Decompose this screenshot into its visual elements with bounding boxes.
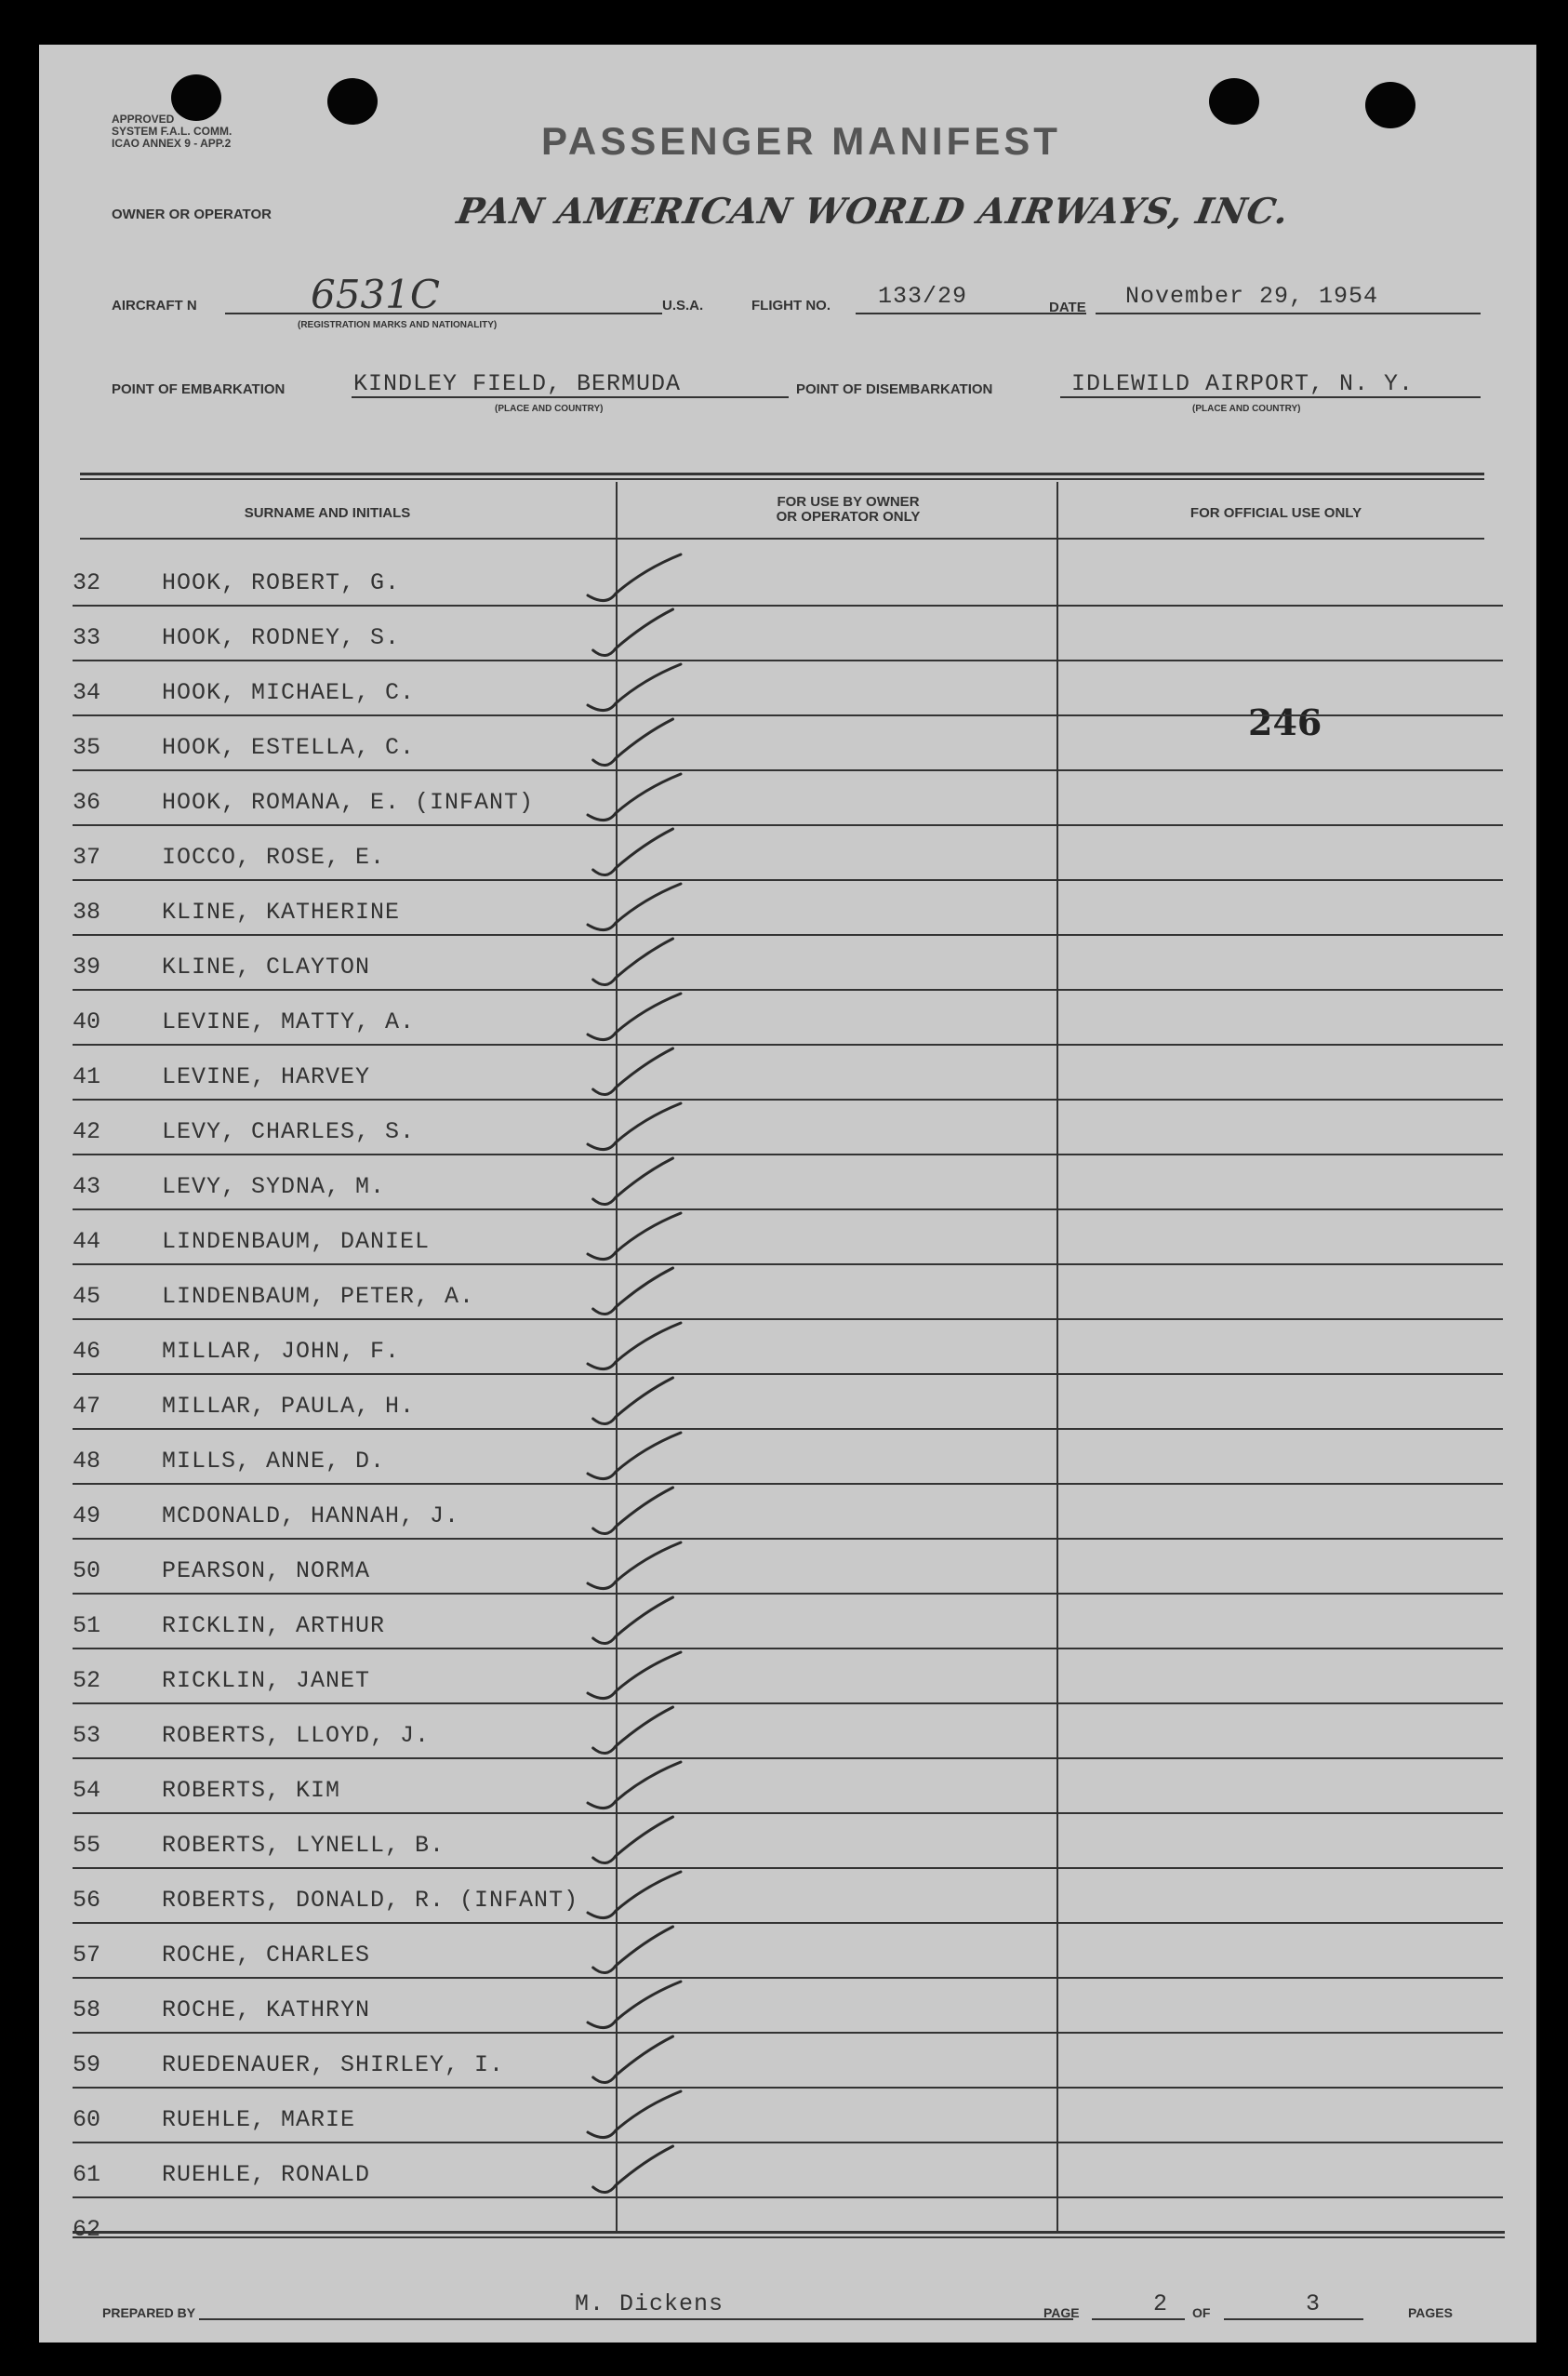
- row-rule: [73, 1757, 1503, 1759]
- table-row: [39, 2205, 1536, 2260]
- prepared-by-label: PREPARED BY: [102, 2305, 196, 2320]
- passenger-name: IOCCO, ROSE, E.: [162, 844, 386, 871]
- disembarkation-value: IDLEWILD AIRPORT, N. Y.: [1071, 370, 1415, 397]
- passenger-name: ROBERTS, LLOYD, J.: [162, 1722, 431, 1749]
- passenger-name: MILLAR, JOHN, F.: [162, 1338, 401, 1365]
- row-number: 55: [73, 1832, 101, 1859]
- passenger-name: ROCHE, CHARLES: [162, 1942, 371, 1969]
- row-rule: [73, 1922, 1503, 1924]
- table-row: [39, 1491, 1536, 1546]
- row-number: 33: [73, 624, 101, 651]
- row-number: 36: [73, 789, 101, 816]
- row-rule: [73, 1208, 1503, 1210]
- row-number: 34: [73, 679, 101, 706]
- table-row: [39, 1327, 1536, 1382]
- date-underline: [1096, 313, 1481, 314]
- row-number: 61: [73, 2161, 101, 2188]
- row-number: 57: [73, 1942, 101, 1969]
- table-row: [39, 942, 1536, 997]
- row-number: 32: [73, 569, 101, 596]
- approval-line: SYSTEM F.A.L. COMM.: [112, 125, 233, 138]
- passenger-name: RICKLIN, ARTHUR: [162, 1612, 386, 1639]
- table-row: [39, 1821, 1536, 1875]
- row-number: 41: [73, 1063, 101, 1090]
- table-row: [39, 1272, 1536, 1327]
- disembarkation-label: POINT OF DISEMBARKATION: [796, 381, 993, 397]
- passenger-name: LINDENBAUM, DANIEL: [162, 1228, 431, 1255]
- row-rule: [73, 989, 1503, 991]
- aircraft-sublabel: (REGISTRATION MARKS AND NATIONALITY): [298, 320, 498, 330]
- prepared-by-underline: [199, 2318, 1073, 2320]
- page-underline: [1092, 2318, 1185, 2320]
- row-rule: [73, 1538, 1503, 1540]
- row-rule: [73, 1154, 1503, 1155]
- usa-label: U.S.A.: [662, 298, 704, 314]
- table-row: [39, 2040, 1536, 2095]
- airline-name: PAN AMERICAN WORLD AIRWAYS, INC.: [454, 190, 1293, 232]
- row-rule: [73, 769, 1503, 771]
- column-header-owner-use: [671, 495, 1025, 525]
- table-row: [39, 1546, 1536, 1601]
- of-underline: [1224, 2318, 1363, 2320]
- row-number: 37: [73, 844, 101, 871]
- row-number: 58: [73, 1996, 101, 2023]
- table-row: [39, 1601, 1536, 1656]
- table-row: [39, 1436, 1536, 1491]
- date-label: DATE: [1049, 300, 1086, 315]
- row-rule: [73, 1428, 1503, 1430]
- passenger-name: MILLS, ANNE, D.: [162, 1448, 386, 1475]
- row-rule: [73, 1483, 1503, 1485]
- row-rule: [73, 1702, 1503, 1704]
- row-number: 39: [73, 954, 101, 981]
- table-row: [39, 997, 1536, 1052]
- row-number: 43: [73, 1173, 101, 1200]
- column-header-official: FOR OFFICIAL USE ONLY: [1189, 505, 1362, 521]
- page-title: PASSENGER MANIFEST: [541, 119, 1061, 163]
- row-number: 59: [73, 2051, 101, 2078]
- punch-hole: [1365, 82, 1415, 128]
- row-rule: [73, 1263, 1503, 1265]
- table-header-rule: [80, 538, 1484, 540]
- row-number: 53: [73, 1722, 101, 1749]
- row-number: 62: [73, 2216, 101, 2243]
- row-number: 56: [73, 1887, 101, 1914]
- passenger-name: LINDENBAUM, PETER, A.: [162, 1283, 475, 1310]
- check-mark-icon: [578, 2133, 709, 2208]
- table-row: [39, 1711, 1536, 1766]
- row-rule: [73, 1044, 1503, 1046]
- passenger-name: HOOK, RODNEY, S.: [162, 624, 401, 651]
- row-number: 52: [73, 1667, 101, 1694]
- row-rule: [73, 660, 1503, 661]
- flight-number-label: FLIGHT NO.: [751, 298, 831, 314]
- passenger-name: HOOK, MICHAEL, C.: [162, 679, 416, 706]
- row-rule: [73, 1867, 1503, 1869]
- approval-line: ICAO ANNEX 9 - APP.2: [112, 137, 232, 150]
- row-rule: [73, 714, 1503, 716]
- total-pages: 3: [1306, 2290, 1322, 2317]
- row-rule: [73, 2087, 1503, 2089]
- table-row: [39, 2150, 1536, 2205]
- pages-label: PAGES: [1408, 2305, 1453, 2320]
- row-rule: [73, 1977, 1503, 1979]
- row-rule: [73, 1648, 1503, 1649]
- passenger-name: LEVY, CHARLES, S.: [162, 1118, 416, 1145]
- passenger-name: KLINE, KATHERINE: [162, 899, 401, 926]
- embarkation-value: KINDLEY FIELD, BERMUDA: [353, 370, 682, 397]
- row-rule: [73, 1318, 1503, 1320]
- passenger-name: RUEHLE, RONALD: [162, 2161, 371, 2188]
- row-number: 51: [73, 1612, 101, 1639]
- row-rule: [73, 1593, 1503, 1595]
- aircraft-value: 6531C: [311, 272, 441, 317]
- table-row: [39, 1875, 1536, 1930]
- punch-hole: [1209, 78, 1259, 125]
- page-label: PAGE: [1043, 2305, 1080, 2320]
- passenger-name: PEARSON, NORMA: [162, 1557, 371, 1584]
- column-header-surname: SURNAME AND INITIALS: [244, 505, 411, 521]
- table-row: [39, 558, 1536, 613]
- disembarkation-sublabel: (PLACE AND COUNTRY): [1192, 404, 1301, 414]
- passenger-name: MILLAR, PAULA, H.: [162, 1393, 416, 1420]
- approval-line: APPROVED: [112, 113, 175, 126]
- manifest-sheet: [39, 45, 1536, 2343]
- table-row: [39, 833, 1536, 888]
- passenger-name: ROBERTS, LYNELL, B.: [162, 1832, 445, 1859]
- passenger-name: KLINE, CLAYTON: [162, 954, 371, 981]
- row-rule: [73, 879, 1503, 881]
- passenger-name: RUEDENAUER, SHIRLEY, I.: [162, 2051, 505, 2078]
- row-number: 42: [73, 1118, 101, 1145]
- row-number: 47: [73, 1393, 101, 1420]
- aircraft-underline: [225, 313, 662, 314]
- row-rule: [73, 1099, 1503, 1101]
- row-rule: [73, 934, 1503, 936]
- row-number: 48: [73, 1448, 101, 1475]
- passenger-name: HOOK, ROMANA, E. (INFANT): [162, 789, 535, 816]
- table-row: [39, 1985, 1536, 2040]
- date-value: November 29, 1954: [1125, 283, 1379, 310]
- embarkation-label: POINT OF EMBARKATION: [112, 381, 286, 397]
- table-row: [39, 1656, 1536, 1711]
- table-row: [39, 1217, 1536, 1272]
- passenger-name: MCDONALD, HANNAH, J.: [162, 1502, 460, 1529]
- table-row: [39, 1162, 1536, 1217]
- row-number: 49: [73, 1502, 101, 1529]
- row-number: 50: [73, 1557, 101, 1584]
- passenger-name: ROBERTS, KIM: [162, 1777, 341, 1804]
- owner-operator-label: OWNER OR OPERATOR: [112, 207, 272, 222]
- official-number: 246: [1248, 701, 1322, 743]
- prepared-by-value: M. Dickens: [575, 2290, 724, 2317]
- passenger-name: LEVINE, HARVEY: [162, 1063, 371, 1090]
- table-row: [39, 613, 1536, 668]
- passenger-name: LEVY, SYDNA, M.: [162, 1173, 386, 1200]
- table-top-rule: [80, 473, 1484, 475]
- table-row: [39, 1766, 1536, 1821]
- passenger-name: RUEHLE, MARIE: [162, 2106, 356, 2133]
- aircraft-label: AIRCRAFT N: [112, 298, 197, 314]
- row-rule: [73, 1812, 1503, 1814]
- row-number: 44: [73, 1228, 101, 1255]
- passenger-name: LEVINE, MATTY, A.: [162, 1008, 416, 1035]
- row-rule: [73, 2032, 1503, 2034]
- row-number: 35: [73, 734, 101, 761]
- row-rule: [73, 2196, 1503, 2198]
- row-number: 46: [73, 1338, 101, 1365]
- row-rule: [73, 2142, 1503, 2143]
- row-rule: [73, 1373, 1503, 1375]
- approval-note: [112, 113, 232, 150]
- owner-use-text: FOR USE BY OWNER OR OPERATOR ONLY: [776, 494, 921, 525]
- passenger-name: HOOK, ROBERT, G.: [162, 569, 401, 596]
- page-number: 2: [1153, 2290, 1169, 2317]
- embarkation-sublabel: (PLACE AND COUNTRY): [495, 404, 604, 414]
- table-row: [39, 1052, 1536, 1107]
- table-row: [39, 1930, 1536, 1985]
- passenger-name: HOOK, ESTELLA, C.: [162, 734, 416, 761]
- table-row: [39, 888, 1536, 942]
- table-row: [39, 1382, 1536, 1436]
- table-row: [39, 668, 1536, 723]
- table-row: [39, 2095, 1536, 2150]
- row-rule: [73, 605, 1503, 607]
- passenger-name: RICKLIN, JANET: [162, 1667, 371, 1694]
- row-number: 45: [73, 1283, 101, 1310]
- of-label: OF: [1192, 2305, 1211, 2320]
- row-number: 40: [73, 1008, 101, 1035]
- table-row: [39, 723, 1536, 778]
- row-rule: [73, 824, 1503, 826]
- row-number: 60: [73, 2106, 101, 2133]
- table-top-rule-2: [80, 478, 1484, 480]
- punch-hole: [327, 78, 378, 125]
- table-row: [39, 778, 1536, 833]
- flight-number-value: 133/29: [878, 283, 968, 310]
- row-number: 54: [73, 1777, 101, 1804]
- row-number: 38: [73, 899, 101, 926]
- passenger-name: ROBERTS, DONALD, R. (INFANT): [162, 1887, 579, 1914]
- table-row: [39, 1107, 1536, 1162]
- passenger-name: ROCHE, KATHRYN: [162, 1996, 371, 2023]
